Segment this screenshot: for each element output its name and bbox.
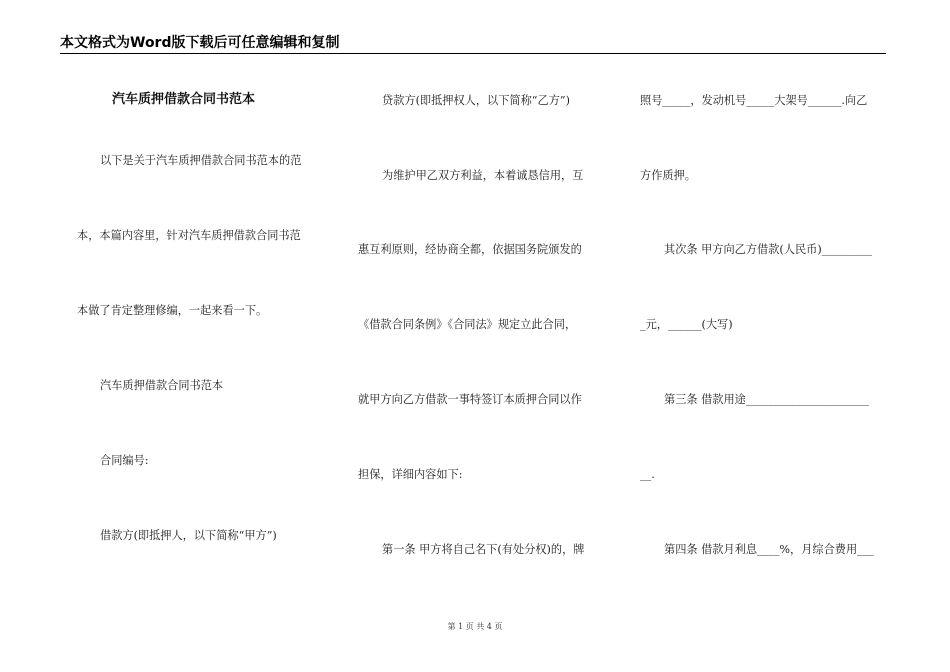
paragraph-line: 担保，详细内容如下: (358, 468, 463, 481)
borrower-line: 借款方(即抵押人，以下简称“甲方”) (100, 529, 277, 542)
paragraph-line: 以下是关于汽车质押借款合同书范本的范 (100, 154, 302, 167)
page-number: 第 1 页 共 4 页 (447, 622, 503, 631)
section-heading: 汽车质押借款合同书范本 (100, 379, 224, 392)
article-1-line: 第一条 甲方将自己名下(有处分权)的，牌 (382, 543, 585, 556)
paragraph-line: 惠互利原则，经协商全都，依据国务院颁发的 (358, 243, 582, 256)
document-title: 汽车质押借款合同书范本 (112, 92, 256, 107)
paragraph-line: 《借款合同条例》《合同法》规定立此合同， (358, 318, 577, 331)
paragraph-line: 为维护甲乙双方利益，本着诚恳信用，互 (382, 169, 584, 182)
paragraph-line: 本做了肯定整理修编，一起来看一下。 (77, 304, 268, 317)
paragraph-line: 方作质押。 (640, 169, 696, 182)
document-header: 本文格式为Word版下载后可任意编辑和复制 (60, 35, 340, 51)
header-divider (60, 53, 886, 54)
paragraph-line: 就甲方向乙方借款一事特签订本质押合同以作 (358, 393, 582, 406)
paragraph-line: __. (640, 468, 655, 481)
article-4-line: 第四条 借款月利息____%，月综合费用___ (664, 543, 874, 556)
article-2-line: 其次条 甲方向乙方借款(人民币)_________ (664, 243, 873, 256)
lender-line: 贷款方(即抵押权人，以下简称“乙方”) (382, 94, 570, 107)
article-3-line: 第三条 借款用途______________________ (664, 393, 869, 406)
paragraph-line: 照号_____，发动机号_____大架号______.向乙 (640, 94, 868, 107)
paragraph-line: 本，本篇内容里，针对汽车质押借款合同书范 (77, 229, 301, 242)
contract-number-label: 合同编号: (100, 454, 149, 467)
paragraph-line: _元，______(大写) (640, 318, 733, 331)
